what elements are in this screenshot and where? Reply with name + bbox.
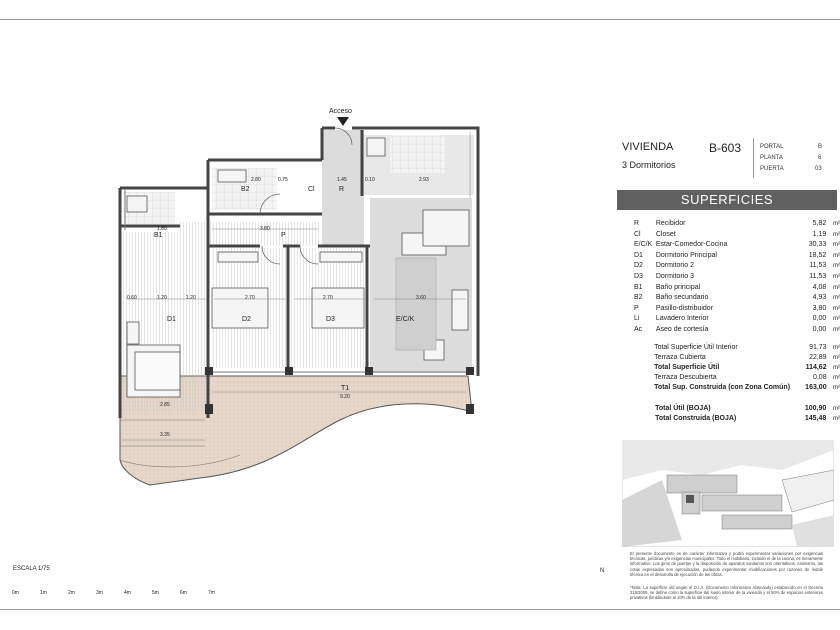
surface-value: 30,33 <box>808 241 827 249</box>
surface-row <box>617 251 840 262</box>
surface-value: 11,53 <box>809 272 827 280</box>
total-row <box>617 383 840 393</box>
surface-unit: m² <box>833 326 840 333</box>
surface-unit: m² <box>833 263 840 270</box>
dim-label: 2.70 <box>323 295 333 301</box>
surface-value: 4,93 <box>812 294 827 302</box>
surface-row <box>617 261 840 272</box>
surface-name: Lavadero Interior <box>655 315 709 323</box>
vivienda-bedrooms: 3 Dormitorios <box>622 160 676 170</box>
surface-unit: m² <box>833 316 840 323</box>
scale-tick: 5m <box>152 590 159 596</box>
superficies-header: SUPERFICIES <box>617 190 837 210</box>
dim-label: 2.93 <box>419 177 429 183</box>
legal-note: *Nota: La superficie útil según el D.I.A. (Documento Informativo Abreviado) establecido en el Decreto 218/2005, se define como la superficie del suelo interior de la vivienda y el 50% de espacios exteriores privativos (limitándose al 10% de la útil interior). <box>630 585 823 601</box>
totals-table <box>617 343 840 393</box>
scale-tick: 7m <box>208 590 215 596</box>
boja-value: 145,48 <box>804 415 827 422</box>
entrance-arrow-icon <box>337 117 349 126</box>
scale-tick: 2m <box>68 590 75 596</box>
surface-value: 11,53 <box>809 262 827 270</box>
surface-code: Li <box>634 315 640 323</box>
total-name: Total Superficie Útil Interior <box>654 344 738 351</box>
surface-name: Closet <box>655 230 676 238</box>
scale-tick: 3m <box>96 590 103 596</box>
vivienda-code: B-603 <box>709 141 742 155</box>
room-label-eck: E/C/K <box>396 316 415 323</box>
dim-label: 0.60 <box>127 295 137 301</box>
surface-row <box>617 293 840 304</box>
surface-code: E/C/K <box>634 241 653 249</box>
total-name: Terraza Cubierta <box>654 354 706 361</box>
surface-code: B2 <box>634 294 643 302</box>
surface-value: 5,82 <box>812 220 827 227</box>
total-value: 91,73 <box>809 344 827 351</box>
total-value: 114,62 <box>805 364 827 371</box>
surface-row <box>617 304 840 315</box>
surface-code: B1 <box>634 283 643 291</box>
scale-title: ESCALA 1/75 <box>13 566 50 572</box>
kitchen-tiles <box>390 135 445 173</box>
dim-label: 3.35 <box>160 432 170 438</box>
scale-tick: 1m <box>40 590 47 596</box>
dim-label: 0.10 <box>365 177 375 183</box>
puerta-value: 03 <box>815 166 822 172</box>
boja-table <box>617 404 840 424</box>
dim-label: 9.20 <box>340 394 350 400</box>
bottom-border <box>0 609 840 610</box>
surface-unit: m² <box>833 231 840 238</box>
dim-label: 3.80 <box>260 226 270 232</box>
surface-row <box>617 219 840 230</box>
total-name: Terraza Descubierta <box>654 374 717 381</box>
boja-name: Total Construida (BOJA) <box>655 415 737 422</box>
planta-label: PLANTA <box>760 155 783 161</box>
surface-name: Dormitorio 2 <box>655 262 694 270</box>
room-label-p: P <box>281 232 286 239</box>
total-unit: m² <box>833 345 840 351</box>
surface-row <box>617 240 840 251</box>
corridor-floor <box>180 222 320 246</box>
surface-value: 3,80 <box>812 304 827 312</box>
surface-code: Ac <box>634 325 643 333</box>
surface-unit: m² <box>833 273 840 280</box>
surface-code: P <box>634 304 639 312</box>
room-label-b1: B1 <box>154 232 163 239</box>
total-name: Total Sup. Construida (con Zona Común) <box>654 384 791 391</box>
disclaimer-text: El presente documento es de carácter informativo y podrá experimentar variaciones por exigencias técnicas, jurídicas y/o exigencias municipales. Todo el mobiliario, incluido el de la cocina, es meramente informativo. Los giros de puertas y la disposición de aparatos sanitarios son orientativos. Asimismo, las cotas expresadas son aproximadas, pudiendo experimentar modificaciones por razones de índole técnica en el desarrollo de ejecución de las obras. <box>630 551 823 577</box>
surface-unit: m² <box>833 252 840 259</box>
surface-row <box>617 314 840 325</box>
dim-label: 0.75 <box>278 177 288 183</box>
surface-code: D1 <box>634 251 643 259</box>
surface-code: D2 <box>634 262 643 270</box>
surface-row <box>617 325 840 336</box>
site-plan-map <box>622 440 834 547</box>
surface-name: Recibidor <box>655 220 686 227</box>
boja-name: Total Útil (BOJA) <box>655 405 711 412</box>
total-row <box>617 363 840 373</box>
vivienda-title: VIVIENDA <box>622 141 674 153</box>
surface-code: R <box>634 220 640 227</box>
surface-unit: m² <box>833 284 840 291</box>
surface-value: 4,08 <box>812 283 827 291</box>
dim-label: 1.45 <box>337 177 347 183</box>
boja-unit: m² <box>833 416 840 422</box>
total-unit: m² <box>833 375 840 381</box>
compass-north-label: N <box>600 568 605 574</box>
surface-value: 18,52 <box>808 251 827 259</box>
total-value: 163,00 <box>805 384 827 391</box>
total-row <box>617 343 840 353</box>
surface-value: 0,00 <box>812 325 827 333</box>
total-row <box>617 373 840 383</box>
surface-unit: m² <box>833 242 840 249</box>
surface-name: Pasillo-distribuidor <box>655 304 714 312</box>
surface-name: Baño principal <box>655 283 701 291</box>
room-label-b2: B2 <box>241 186 250 193</box>
surface-name: Dormitorio 3 <box>655 272 694 280</box>
total-value: 22,89 <box>809 354 827 361</box>
surface-value: 1,19 <box>812 230 827 238</box>
total-row <box>617 353 840 363</box>
surface-row <box>617 230 840 241</box>
surface-value: 0,00 <box>812 315 827 323</box>
total-unit: m² <box>833 385 840 391</box>
dim-label: 2.70 <box>245 295 255 301</box>
surface-unit: m² <box>833 295 840 302</box>
surface-row <box>617 272 840 283</box>
surface-name: Baño secundario <box>655 294 709 302</box>
dim-label: 3.60 <box>416 295 426 301</box>
portal-value: B <box>818 144 823 150</box>
total-value: 0,08 <box>812 374 827 381</box>
room-label-t1: T1 <box>341 385 350 392</box>
total-unit: m² <box>833 355 840 361</box>
surface-code: Cl <box>634 230 641 238</box>
surface-row <box>617 283 840 294</box>
vivienda-divider <box>753 138 754 178</box>
superficies-table <box>617 219 840 336</box>
dim-label: 1.20 <box>186 295 196 301</box>
surface-code: D3 <box>634 272 643 280</box>
room-label-d3: D3 <box>326 316 335 323</box>
surface-unit: m² <box>833 221 840 227</box>
scale-tick: 4m <box>124 590 131 596</box>
scale-tick: 6m <box>180 590 187 596</box>
surface-name: Estar-Comedor-Cocina <box>655 241 728 249</box>
total-name: Total Superficie Útil <box>654 364 720 371</box>
dim-label: 2.80 <box>251 177 261 183</box>
puerta-label: PUERTA <box>760 166 784 172</box>
surface-name: Dormitorio Principal <box>655 251 717 259</box>
boja-row <box>617 414 840 424</box>
boja-value: 100,90 <box>804 405 827 412</box>
scale-tick: 0m <box>12 590 19 596</box>
entrance-label: Acceso <box>329 108 352 115</box>
surface-unit: m² <box>833 305 840 312</box>
planta-value: 6 <box>818 155 822 161</box>
dim-label: 2.85 <box>160 402 170 408</box>
portal-label: PORTAL <box>760 144 784 150</box>
room-label-d1: D1 <box>167 316 176 323</box>
room-label-d2: D2 <box>242 316 251 323</box>
dim-label: 1.20 <box>157 295 167 301</box>
room-label-cl: Cl <box>308 186 315 193</box>
surface-name: Aseo de cortesía <box>655 325 709 333</box>
boja-row <box>617 404 840 414</box>
dim-label: 1.80 <box>157 226 167 232</box>
total-unit: m² <box>833 365 840 371</box>
boja-unit: m² <box>833 406 840 412</box>
rug <box>396 258 436 350</box>
room-label-r: R <box>339 186 345 193</box>
